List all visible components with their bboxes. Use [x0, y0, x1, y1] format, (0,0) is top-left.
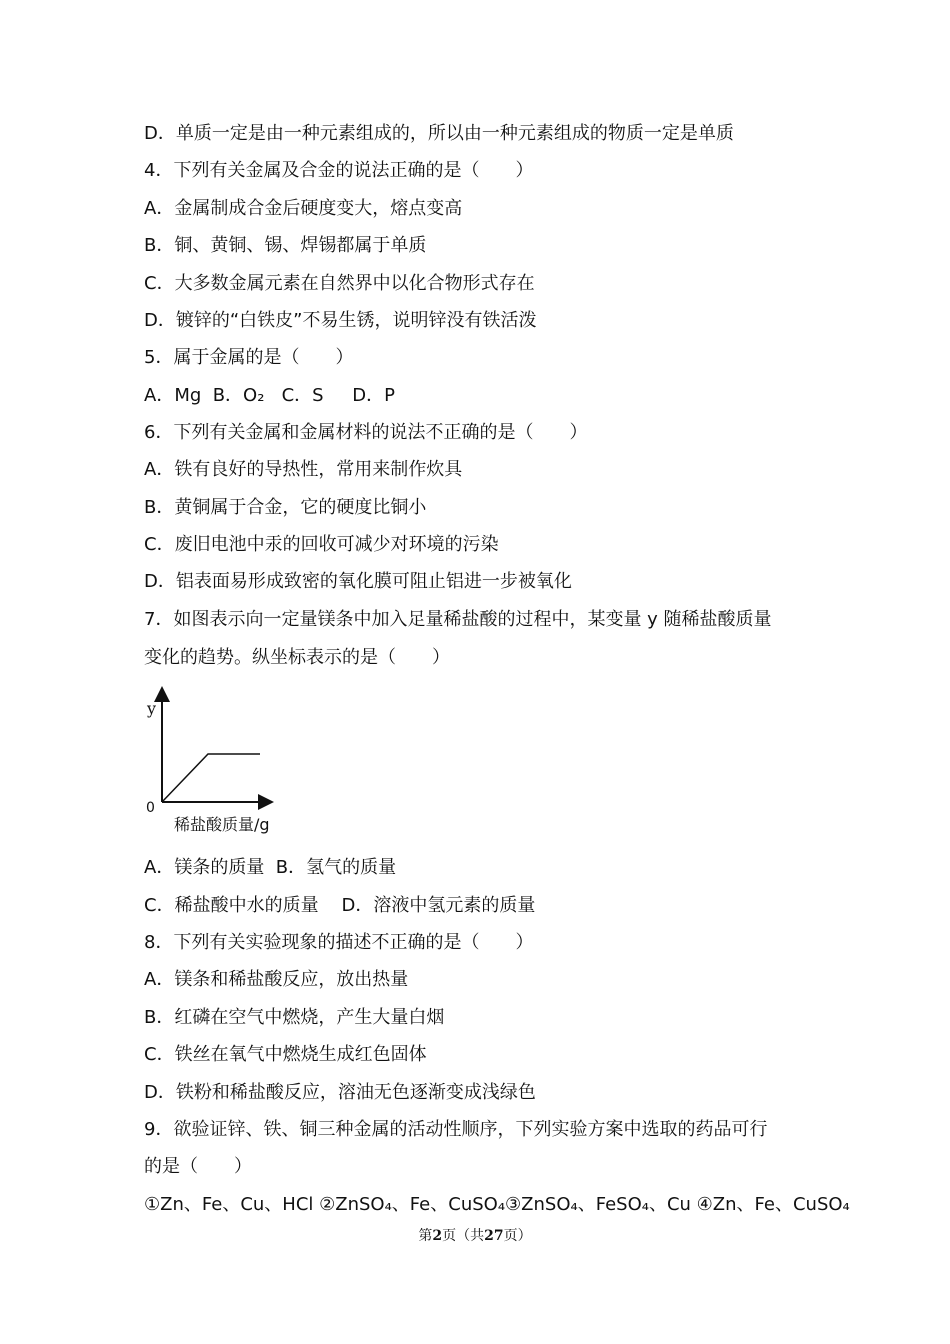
text-line: 4．下列有关金属及合金的说法正确的是（ ） — [144, 160, 534, 181]
origin-label: 0 — [146, 800, 155, 816]
footer-total-pages: 27 — [484, 1228, 504, 1244]
footer-prefix: 第 — [418, 1228, 433, 1244]
text-line: 9．欲验证锌、铁、铜三种金属的活动性顺序，下列实验方案中选取的药品可行 — [144, 1119, 768, 1140]
text-line: A．镁条的质量 B．氢气的质量 — [144, 857, 397, 878]
curve-line — [162, 754, 260, 802]
footer-middle: 页（共 — [442, 1228, 485, 1244]
text-line: 8．下列有关实验现象的描述不正确的是（ ） — [144, 932, 534, 953]
text-line: D．单质一定是由一种元素组成的，所以由一种元素组成的物质一定是单质 — [144, 123, 734, 144]
text-line: D．铝表面易形成致密的氧化膜可阻止铝进一步被氧化 — [144, 571, 572, 592]
text-line: B．铜、黄铜、锡、焊锡都属于单质 — [144, 235, 427, 256]
text-line: 6．下列有关金属和金属材料的说法不正确的是（ ） — [144, 422, 588, 443]
text-line: B．黄铜属于合金，它的硬度比铜小 — [144, 497, 427, 518]
text-line: A．铁有良好的导热性，常用来制作炊具 — [144, 459, 463, 480]
x-axis-label: 稀盐酸质量/g — [174, 815, 270, 834]
text-line: A．镁条和稀盐酸反应，放出热量 — [144, 969, 409, 990]
text-line: B．红磷在空气中燃烧，产生大量白烟 — [144, 1007, 445, 1028]
reaction-graph — [140, 684, 290, 836]
footer-suffix: 页） — [503, 1228, 532, 1244]
text-line: ①Zn、Fe、Cu、HCl ②ZnSO₄、Fe、CuSO₄③ZnSO₄、FeSO₄、Cu ④Zn、Fe、CuSO₄ — [144, 1194, 850, 1215]
text-line: A．金属制成合金后硬度变大，熔点变高 — [144, 198, 463, 219]
y-axis-label: y — [147, 699, 157, 718]
page-footer — [0, 1226, 950, 1246]
text-line: C．铁丝在氧气中燃烧生成红色固体 — [144, 1044, 427, 1065]
text-line: 变化的趋势。纵坐标表示的是（ ） — [144, 647, 450, 668]
text-line: C．废旧电池中汞的回收可减少对环境的污染 — [144, 534, 499, 555]
text-line: D．铁粉和稀盐酸反应，溶油无色逐渐变成浅绿色 — [144, 1082, 536, 1103]
text-line: C．稀盐酸中水的质量 D．溶液中氢元素的质量 — [144, 895, 536, 916]
text-line: D．镀锌的“白铁皮”不易生锈，说明锌没有铁活泼 — [144, 310, 537, 331]
text-line: 5．属于金属的是（ ） — [144, 347, 354, 368]
footer-page-number: 2 — [432, 1228, 443, 1244]
text-line: 的是（ ） — [144, 1156, 252, 1177]
text-line: A．Mg B．O₂ C．S D．P — [144, 385, 395, 406]
text-line: 7．如图表示向一定量镁条中加入足量稀盐酸的过程中，某变量 y 随稀盐酸质量 — [144, 609, 772, 630]
text-line: C．大多数金属元素在自然界中以化合物形式存在 — [144, 273, 535, 294]
